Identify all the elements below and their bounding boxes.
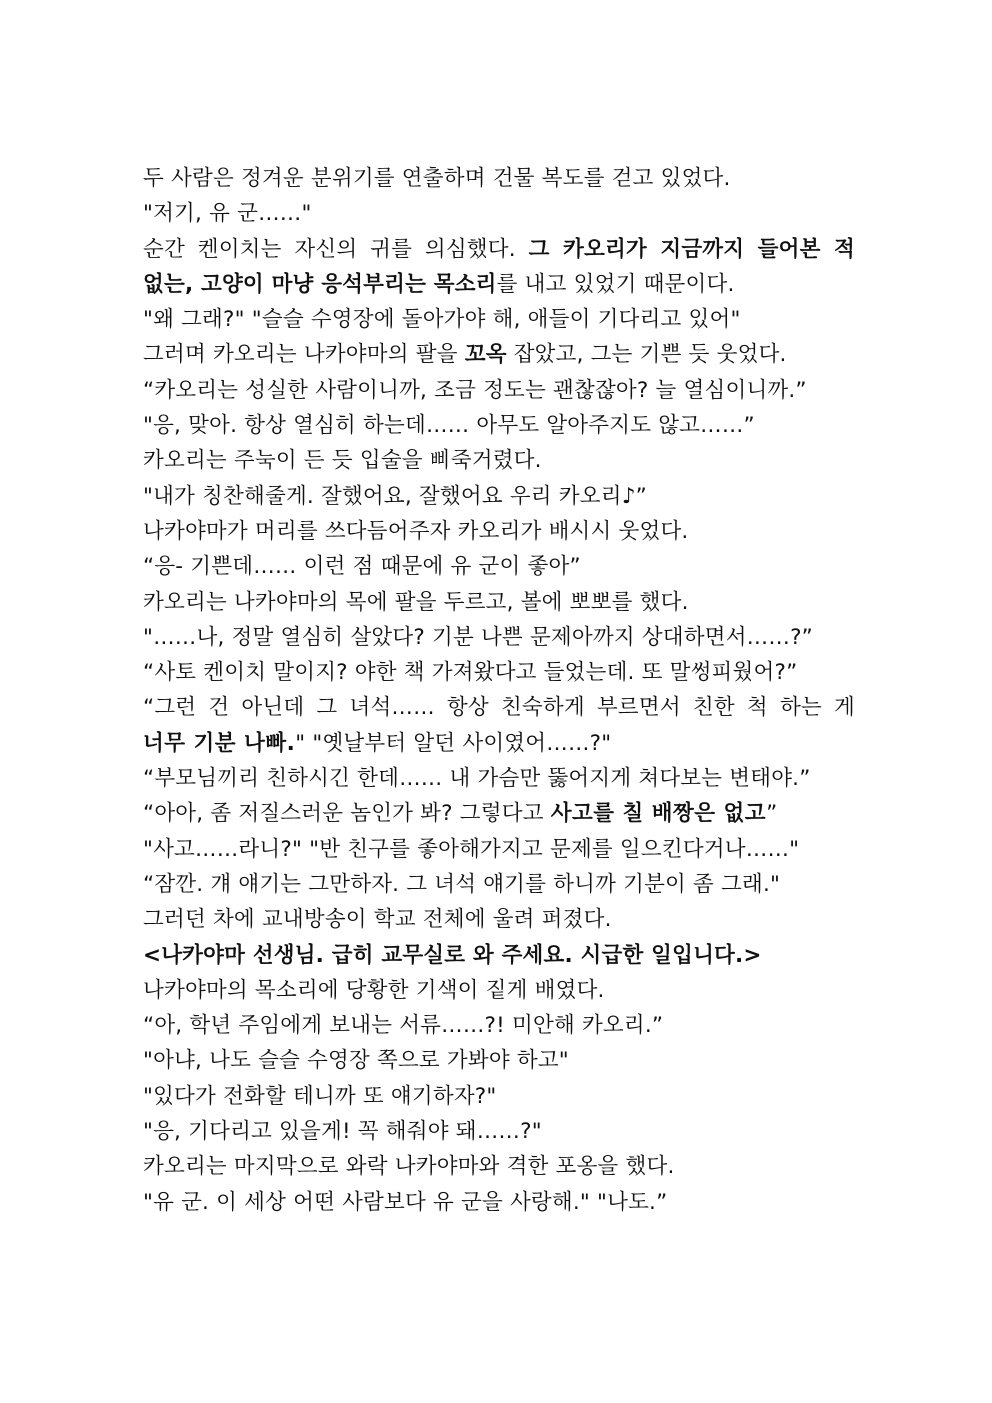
text-segment: “사토 켄이치 말이지? 야한 책 가져왔다고 들었는데. 또 말썽피웠어?” (143, 660, 798, 686)
text-line (143, 938, 855, 973)
text-line (143, 1114, 855, 1149)
text-line (143, 514, 855, 549)
text-segment: “응- 기쁜데…… 이런 점 때문에 유 군이 좋아” (143, 554, 581, 580)
text-line (143, 337, 855, 372)
text-line (143, 585, 855, 620)
text-segment: " "옛날부터 알던 사이였어……?" (295, 730, 612, 756)
text-line (143, 549, 855, 584)
text-line (143, 620, 855, 655)
text-segment: 순간 켄이치는 자신의 귀를 의심했다. (143, 236, 529, 262)
bold-segment: 꼬옥 (464, 342, 507, 368)
text-line (143, 832, 855, 867)
text-line (143, 867, 855, 902)
bold-segment: 그 카오리가 지금까지 들어본 적 (528, 236, 856, 262)
text-segment: “그런 건 아닌데 그 녀석…… 항상 친숙하게 부르면서 친한 척 하는 게 (143, 695, 855, 721)
text-line (143, 796, 855, 831)
text-segment: 나카야마의 목소리에 당황한 기색이 짙게 배였다. (143, 977, 605, 1003)
text-segment: “아아, 좀 저질스러운 놈인가 봐? 그렇다고 (143, 801, 551, 827)
text-line (143, 655, 855, 690)
text-line (143, 902, 855, 937)
text-segment: "유 군. 이 세상 어떤 사람보다 유 군을 사랑해." "나도.” (143, 1189, 668, 1215)
story-text (143, 161, 855, 1220)
text-line (143, 1185, 855, 1220)
text-segment: "응, 기다리고 있을게! 꼭 해줘야 돼……?" (143, 1119, 542, 1145)
text-segment: 를 내고 있었기 때문이다. (496, 271, 735, 297)
bold-segment: 없는, 고양이 마냥 응석부리는 목소리 (143, 271, 497, 297)
text-segment: "내가 칭찬해줄게. 잘했어요, 잘했어요 우리 카오리♪” (143, 483, 647, 509)
text-segment: “아, 학년 주임에게 보내는 서류……?! 미안해 카오리.” (143, 1013, 664, 1039)
text-segment: “잠깐. 걔 얘기는 그만하자. 그 녀석 얘기를 하니까 기분이 좀 그래." (143, 871, 781, 897)
text-line (143, 726, 855, 761)
text-segment: “부모님끼리 친하시긴 한데…… 내 가슴만 뚫어지게 쳐다보는 변태야.” (143, 766, 811, 792)
text-line (143, 1079, 855, 1114)
text-line (143, 196, 855, 231)
text-line (143, 267, 855, 302)
text-segment: 두 사람은 정겨운 분위기를 연출하며 건물 복도를 걷고 있었다. (143, 166, 731, 191)
text-segment: 나카야마가 머리를 쓰다듬어주자 카오리가 배시시 웃었다. (143, 518, 689, 544)
text-line (143, 161, 855, 196)
text-segment: "왜 그래?" "슬슬 수영장에 돌아가야 해, 애들이 기다리고 있어" (143, 307, 741, 333)
text-line (143, 1043, 855, 1078)
text-line (143, 408, 855, 443)
text-line (143, 1149, 855, 1184)
bold-segment: 사고를 칠 배짱은 없고 (550, 801, 767, 827)
text-segment: 카오리는 나카야마의 목에 팔을 두르고, 볼에 뽀뽀를 했다. (143, 589, 689, 615)
text-segment: ” (766, 801, 778, 827)
text-line (143, 479, 855, 514)
bold-segment: 너무 기분 나빠. (143, 730, 296, 756)
text-segment: "사고……라니?" "반 친구를 좋아해가지고 문제를 일으킨다거나……" (143, 836, 800, 862)
text-line (143, 1008, 855, 1043)
text-segment: 카오리는 마지막으로 와락 나카야마와 격한 포옹을 했다. (143, 1154, 675, 1180)
text-line (143, 373, 855, 408)
text-segment: "있다가 전화할 테니까 또 얘기하자?" (143, 1083, 497, 1109)
text-segment: 그러던 차에 교내방송이 학교 전체에 울려 퍼졌다. (143, 907, 612, 933)
text-line (143, 973, 855, 1008)
bold-segment: <나카야마 선생님. 급히 교무실로 와 주세요. 시급한 일입니다.> (143, 942, 762, 968)
text-segment: "저기, 유 군……" (143, 201, 312, 227)
text-line (143, 232, 855, 267)
text-segment: "응, 맞아. 항상 열심히 하는데…… 아무도 알아주지도 않고……” (143, 413, 755, 439)
text-line (143, 690, 855, 725)
text-line (143, 302, 855, 337)
text-segment: 그러며 카오리는 나카야마의 팔을 (143, 342, 465, 368)
text-segment: "아냐, 나도 슬슬 수영장 쪽으로 가봐야 하고" (143, 1048, 569, 1074)
text-segment: "……나, 정말 열심히 살았다? 기분 나쁜 문제아까지 상대하면서……?” (143, 624, 814, 650)
text-segment: 카오리는 주눅이 든 듯 입술을 삐죽거렸다. (143, 448, 542, 474)
text-line (143, 443, 855, 478)
text-line (143, 761, 855, 796)
text-segment: 잡았고, 그는 기쁜 듯 웃었다. (506, 342, 787, 368)
text-segment: “카오리는 성실한 사람이니까, 조금 정도는 괜찮잖아? 늘 열심이니까.” (143, 377, 807, 403)
